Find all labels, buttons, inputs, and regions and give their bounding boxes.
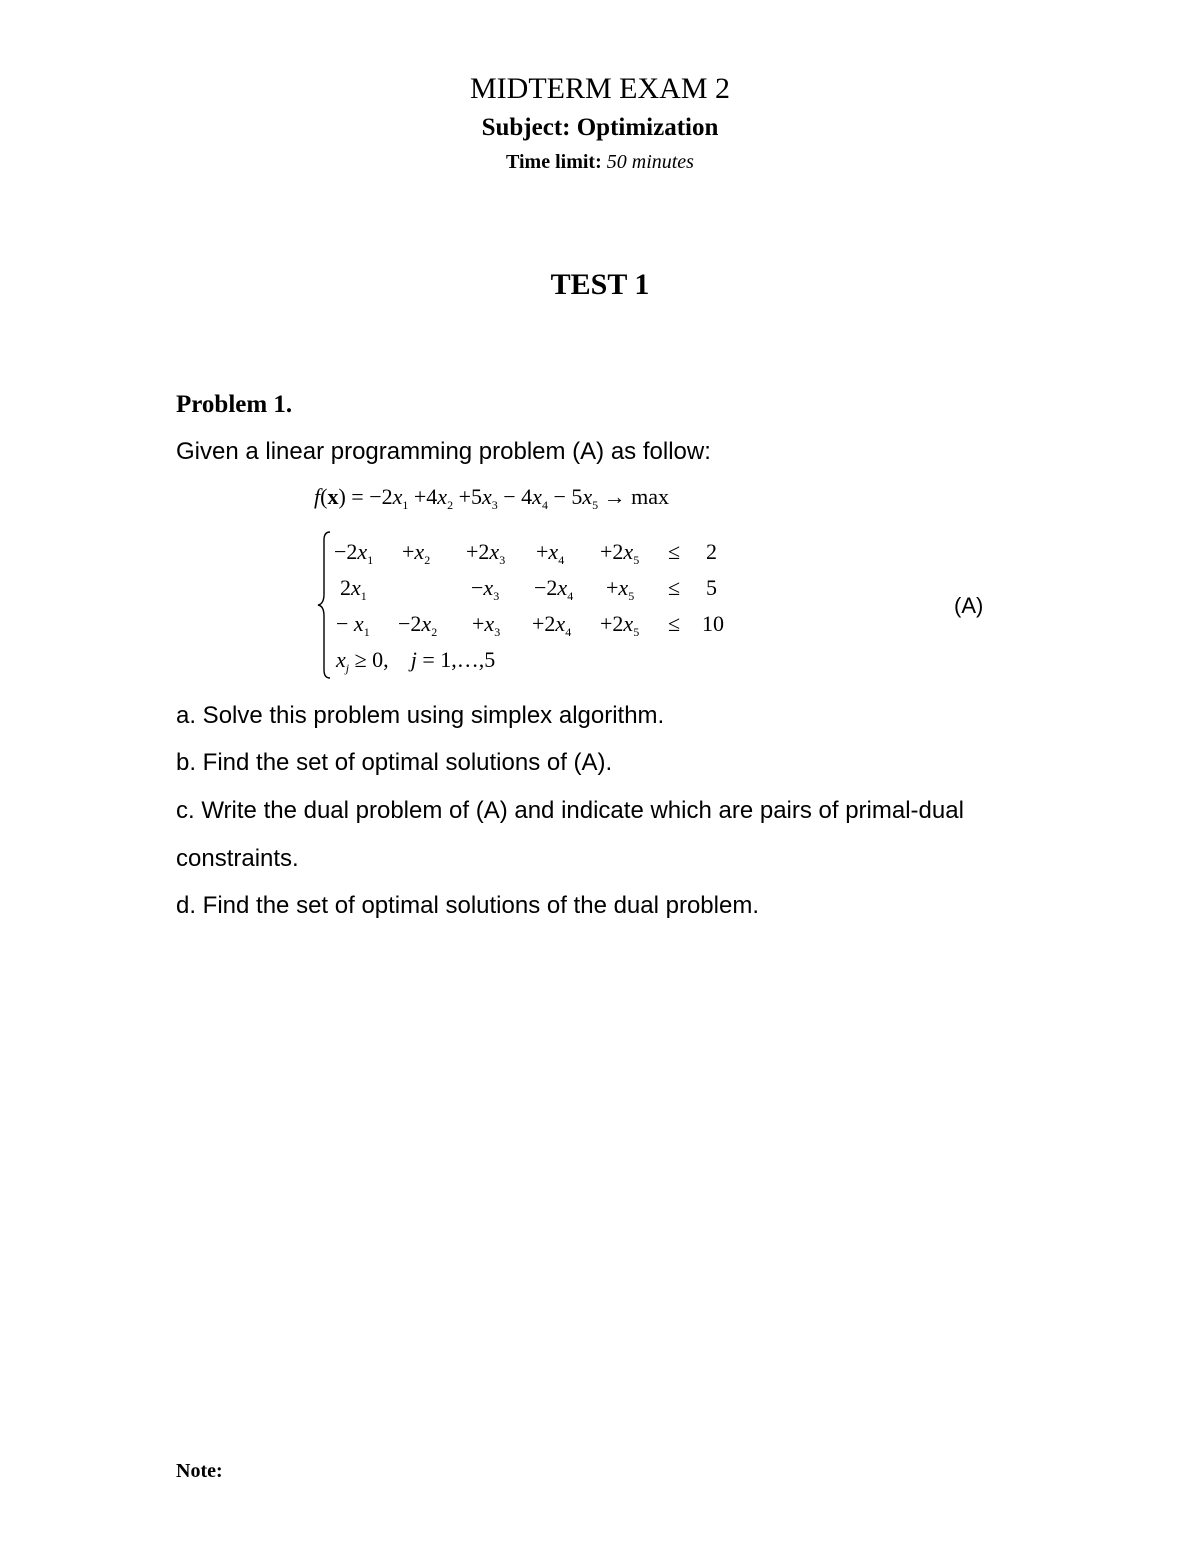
question-a: a. Solve this problem using simplex algorithm. [176,702,665,729]
question-d: d. Find the set of optimal solutions of the dual problem. [176,892,759,919]
cell-r3-c4: $+2x_4$ [532,611,572,639]
cell-r3-rel: ≤ [668,611,681,636]
system-brace [316,530,332,680]
cell-r1-c4: $+x_4$ [536,539,565,567]
exam-subject: Subject: Optimization [481,114,719,141]
cell-r2-c4: $-2x_4$ [534,575,574,603]
test-title: TEST 1 [550,268,650,301]
time-limit-value: 50 minutes [606,151,694,173]
time-limit-label: Time limit: [506,151,602,173]
cell-r3-c5: $+2x_5$ [600,611,640,639]
cell-r2-c3: $-x_3$ [471,575,500,603]
objective-term-2: $+4x_2$ [408,484,454,512]
question-b: b. Find the set of optimal solutions of (A). [176,749,613,776]
problem-intro: Given a linear programming problem (A) as follow: [176,438,711,465]
objective-term-5: − $5x_5$ [547,484,599,512]
objective-function [314,484,669,513]
cell-r3-c1: − $x_1$ [336,611,370,639]
question-c-line1: c. Write the dual problem of (A) and indicate which are pairs of primal-dual [176,797,964,824]
cell-r1-c2: $+x_2$ [402,539,431,567]
nonnegativity-constraint: $x_j \ge 0$, j = 1,…,5 [336,647,496,675]
footer-note: Note: [176,1460,223,1482]
question-c-line2: constraints. [176,845,299,872]
cell-r3-c3: $+x_3$ [472,611,501,639]
cell-r2-rhs: 5 [706,575,717,600]
cell-r2-c5: $+x_5$ [606,575,635,603]
objective-term-3: $+5x_3$ [453,484,498,512]
cell-r3-c2: $-2x_2$ [398,611,438,639]
objective-term-1: $-2x_1$ [369,484,409,512]
system-label: (A) [954,593,984,618]
objective-lhs: f(x) = [314,484,370,509]
objective-term-4: − $4x_4$ [497,484,548,512]
problem-heading: Problem 1. [176,391,293,418]
cell-r1-c5: $+2x_5$ [600,539,640,567]
cell-r1-rel: ≤ [668,539,681,564]
cell-r3-rhs: 10 [702,611,724,636]
exam-title: MIDTERM EXAM 2 [470,72,730,105]
objective-rhs: → max [598,484,670,509]
time-limit [0,151,1200,174]
cell-r1-rhs: 2 [706,539,717,564]
cell-r1-c3: $+2x_3$ [466,539,506,567]
cell-r2-rel: ≤ [668,575,681,600]
cell-r1-c1: $-2x_1$ [334,539,374,567]
cell-r2-c1: $2x_1$ [340,575,367,603]
